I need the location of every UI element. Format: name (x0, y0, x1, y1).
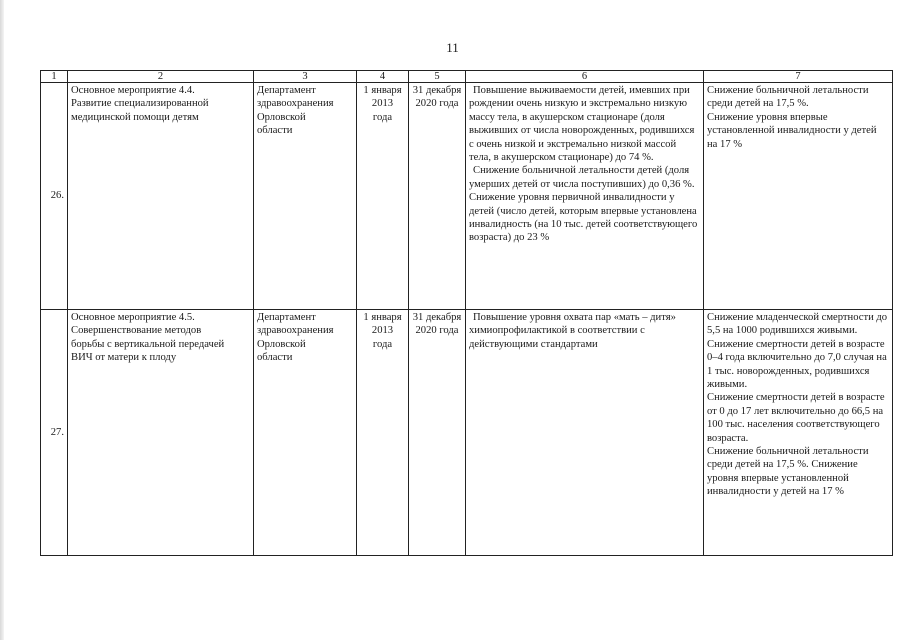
activity-name: Основное мероприятие 4.5. Совершенствование методов борьбы с вертикальной передачей ВИЧ от матери к плоду (71, 312, 225, 364)
indicator-cell (704, 83, 893, 310)
row-number: 27. (41, 310, 68, 556)
end-date-cell (409, 83, 466, 310)
activity-cell (68, 310, 254, 556)
column-number-5: 5 (409, 71, 466, 83)
indicator-paragraph: Снижение младенческой смертности до 5,5 на 1000 родившихся живыми. (707, 312, 888, 337)
expected-result-paragraph: Повышение уровня охвата пар «мать – дитя» химиопрофилактикой в соответствии с действующими стандартами (469, 312, 676, 350)
executor-name: Департамент здравоохранения Орловской области (257, 85, 334, 137)
column-number-1: 1 (41, 71, 68, 83)
expected-result-paragraph: Снижение больничной летальности детей (доля умерших детей от числа поступивших) до 0,36 %. (469, 165, 695, 190)
end-date: 31 декабря 2020 года (412, 312, 462, 337)
executor-cell (254, 310, 357, 556)
start-date: 1 января 2013 года (363, 85, 402, 123)
end-date: 31 декабря 2020 года (412, 85, 462, 110)
indicator-paragraph: Снижение уровня впервые установленной инвалидности у детей на 17 % (707, 111, 877, 150)
start-date: 1 января 2013 года (363, 312, 402, 350)
activity-name: Основное мероприятие 4.4. Развитие специализированной медицинской помощи детям (71, 85, 209, 123)
row-number: 26. (41, 83, 68, 310)
column-number-3: 3 (254, 71, 357, 83)
column-number-6: 6 (466, 71, 704, 83)
expected-result-paragraph: Снижение уровня первичной инвалидности у детей (число детей, которым впервые установлена инвалидность (на 10 тыс. детей соответствующего возраста) до 23 % (469, 192, 698, 244)
start-date-cell (357, 310, 409, 556)
expected-result-paragraph: Повышение выживаемости детей, имевших при рождении очень низкую и экстремально низкую массу тела, в акушерском стационаре (доля выживших от числа новорожденных, родившихся с очень низкой и экстремально низкой массой тела, в акушерском стационаре) до 74 %. (469, 85, 695, 164)
indicator-paragraph: Снижение больничной летальности среди детей на 17,5 %. Снижение уровня впервые установленной инвалидности у детей на 17 % (707, 446, 869, 498)
column-number-7: 7 (704, 71, 893, 83)
indicator-cell (704, 310, 893, 556)
expected-result-cell (466, 310, 704, 556)
indicator-paragraph: Снижение смертности детей в возрасте от 0 до 17 лет включительно до 66,5 на 100 тыс. населения соответствующего возраста. (707, 392, 885, 444)
program-activities-table (40, 70, 893, 556)
executor-cell (254, 83, 357, 310)
page-number: 11 (446, 40, 459, 55)
table-row (41, 83, 893, 310)
activity-cell (68, 83, 254, 310)
start-date-cell (357, 83, 409, 310)
table-header-row (41, 71, 893, 83)
end-date-cell (409, 310, 466, 556)
column-number-4: 4 (357, 71, 409, 83)
expected-result-cell (466, 83, 704, 310)
indicator-paragraph: Снижение смертности детей в возрасте 0–4 года включительно до 7,0 случая на 1 тыс. новорожденных, родившихся живыми. (707, 338, 887, 391)
table-row (41, 310, 893, 556)
indicator-paragraph: Снижение больничной летальности среди детей на 17,5 %. (707, 85, 869, 110)
scan-edge (0, 0, 4, 640)
executor-name: Департамент здравоохранения Орловской области (257, 312, 334, 364)
column-number-2: 2 (68, 71, 254, 83)
